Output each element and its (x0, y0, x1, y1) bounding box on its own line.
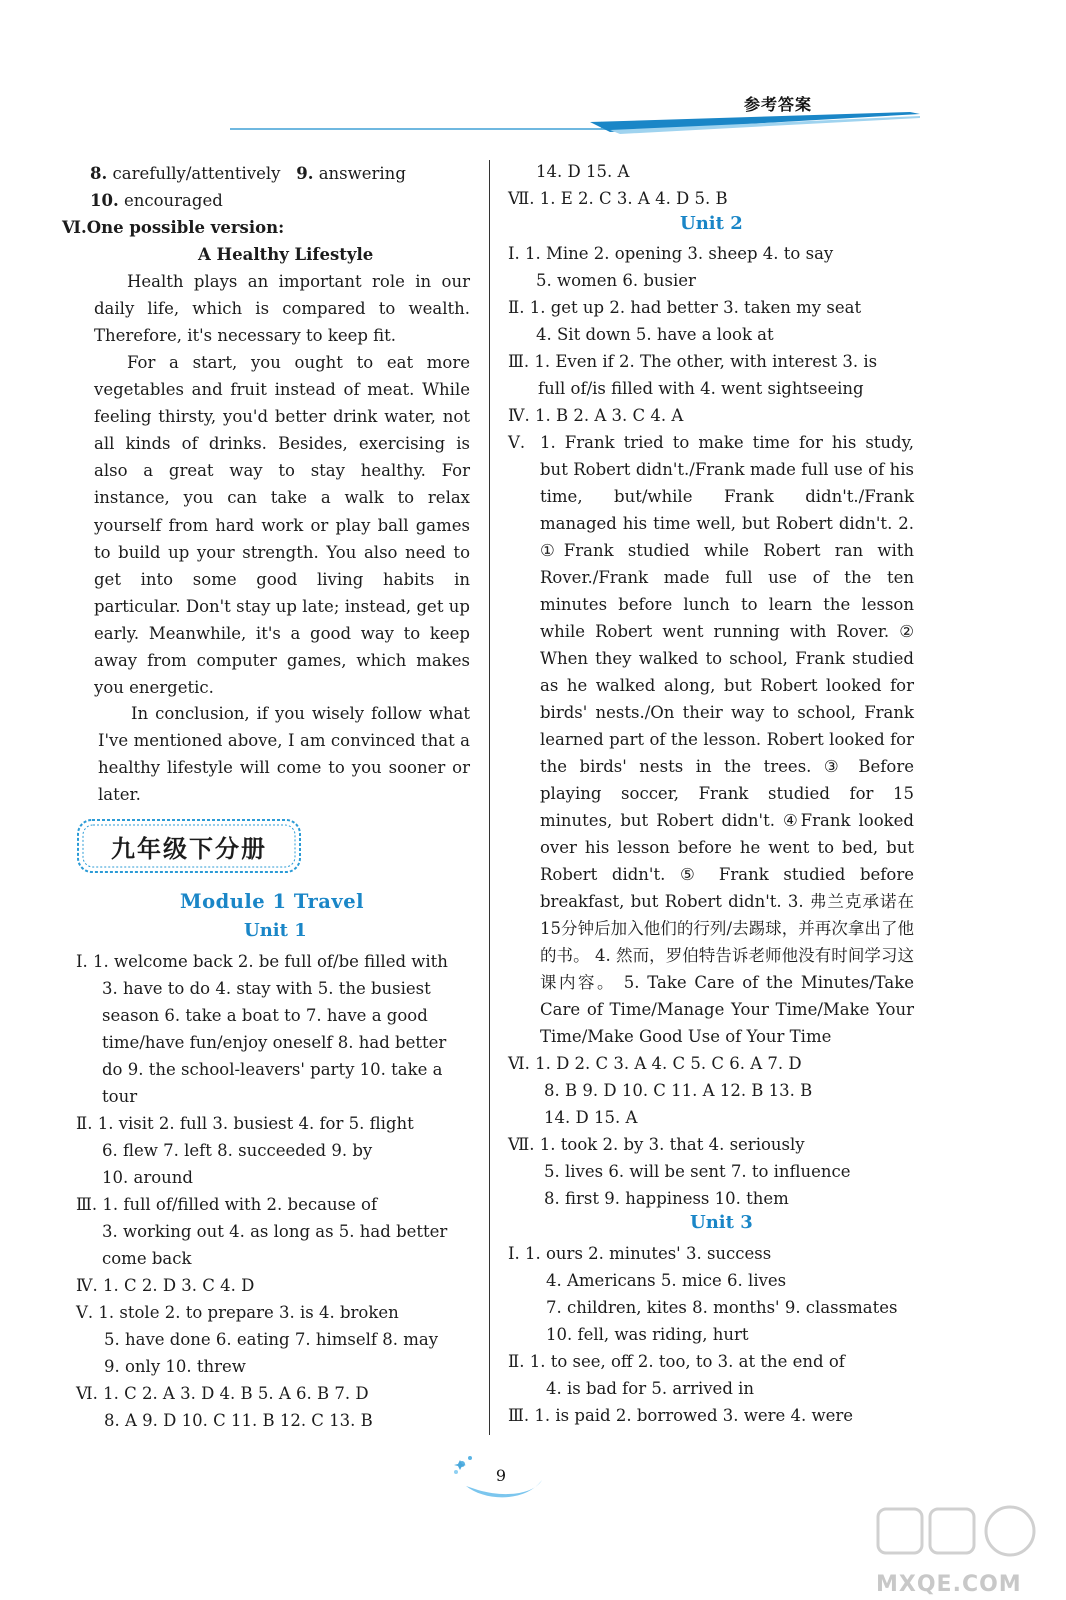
unit-title: Unit 2 (680, 213, 743, 234)
answer-line: 8. carefully/attentively 9. answering (90, 164, 406, 183)
answer-paragraph: 1. Frank tried to make time for his study, but Robert didn't./Frank made full use of his time, but/while Frank didn't./Frank managed his time well, but Robert didn't. 2. ①Frank studied while Robert ran with Rover./Frank made full use of the ten minutes before lunch to learn the lesson while Robert went running with Rover. ② When they walked to school, Frank studied as he walked along, but Robert looked for birds' nests./On their way to school, Frank learned part of the lesson. Robert looked for the birds' nests in the trees. ③ Before playing soccer, Frank studied for 15 minutes, but Robert didn't. ④Frank looked over his lesson before he went to bed, but Robert didn't. ⑤ Frank studied before breakfast, but Robert didn't. 3. 弗兰克承诺在15分钟后加入他们的行列/去踢球，并再次拿出了他的书。 4. 然而，罗伯特告诉老师他没有时间学习这课内容。 5. Take Care of the Minutes/Take Care of Time/Manage Your Time/Make Your Time/Make Good Use of Your Time (540, 433, 914, 1046)
answer-line: Ⅵ. 1. D 2. C 3. A 4. C 5. C 6. A 7. D (508, 1054, 802, 1073)
page-number: 9 (495, 1465, 507, 1485)
answer-line: 4. Sit down 5. have a look at (536, 325, 774, 344)
answer-line: 3. working out 4. as long as 5. had better (102, 1222, 448, 1241)
answer-line: Ⅰ. 1. Mine 2. opening 3. sheep 4. to say (508, 244, 834, 263)
module-title: Module 1 Travel (180, 890, 365, 913)
answer-line: 10. encouraged (90, 191, 223, 210)
header-decoration (230, 108, 920, 136)
essay-paragraph-1: Health plays an important role in our daily life, which is compared to wealth. Therefore, it's necessary to keep fit. (94, 272, 470, 346)
answer-line: time/have fun/enjoy oneself 8. had better (102, 1033, 447, 1052)
unit-title: Unit 3 (690, 1212, 753, 1233)
answer-line: do 9. the school-leavers' party 10. take a (102, 1060, 443, 1079)
answer-line: Ⅱ. 1. to see, off 2. too, to 3. at the end of (508, 1352, 845, 1371)
answer-line: Ⅵ. 1. C 2. A 3. D 4. B 5. A 6. B 7. D (76, 1384, 369, 1403)
answer-line: 5. have done 6. eating 7. himself 8. may (104, 1330, 439, 1349)
watermark-text: MXQE.COM (876, 1572, 1022, 1597)
answer-line: 8. B 9. D 10. C 11. A 12. B 13. B (544, 1081, 813, 1100)
answer-line: 8. A 9. D 10. C 11. B 12. C 13. B (104, 1411, 373, 1430)
answer-line: season 6. take a boat to 7. have a good (102, 1006, 428, 1025)
svg-text:>>>>: >>>> (600, 118, 641, 132)
answer-line: Ⅲ. 1. full of/filled with 2. because of (76, 1195, 378, 1214)
volume-banner (76, 818, 302, 874)
essay-paragraph-3: In conclusion, if you wisely follow what I've mentioned above, I am convinced that a healthy lifestyle will come to you sooner or later. (98, 704, 470, 805)
answer-line: Ⅱ. 1. get up 2. had better 3. taken my seat (508, 298, 862, 317)
answer-line: come back (102, 1249, 192, 1268)
unit-title: Unit 1 (244, 920, 307, 941)
answer-line: 14. D 15. A (544, 1108, 638, 1127)
answer-line: 4. is bad for 5. arrived in (546, 1379, 755, 1398)
answer-line: 9. only 10. threw (104, 1357, 246, 1376)
answer-line: 14. D 15. A (536, 162, 630, 181)
answer-line: 4. Americans 5. mice 6. lives (546, 1271, 787, 1290)
answer-line: 5. women 6. busier (536, 271, 696, 290)
answer-line: Ⅰ. 1. ours 2. minutes' 3. success (508, 1244, 772, 1263)
column-divider (489, 160, 490, 1435)
answer-line: full of/is filled with 4. went sightseeing (538, 379, 864, 398)
answer-line: 5. lives 6. will be sent 7. to influence (544, 1162, 851, 1181)
answer-line: 10. fell, was riding, hurt (546, 1325, 749, 1344)
answer-line: 6. flew 7. left 8. succeeded 9. by (102, 1141, 373, 1160)
answer-line: Ⅱ. 1. visit 2. full 3. busiest 4. for 5. flight (76, 1114, 414, 1133)
answer-line: Ⅲ. 1. Even if 2. The other, with interest 3. is (508, 352, 878, 371)
section-label: Ⅴ. (508, 433, 526, 452)
answer-line: Ⅶ. 1. E 2. C 3. A 4. D 5. B (508, 189, 728, 208)
section-heading: Ⅵ.One possible version: (62, 218, 285, 237)
answer-line: 3. have to do 4. stay with 5. the busiest (102, 979, 431, 998)
answer-line: 10. around (102, 1168, 193, 1187)
answer-line: 8. first 9. happiness 10. them (544, 1189, 789, 1208)
answer-line: Ⅲ. 1. is paid 2. borrowed 3. were 4. were (508, 1406, 854, 1425)
answer-line: 7. children, kites 8. months' 9. classmates (546, 1298, 898, 1317)
answer-line: Ⅴ. 1. stole 2. to prepare 3. is 4. broken (76, 1303, 399, 1322)
answer-line: Ⅶ. 1. took 2. by 3. that 4. seriously (508, 1135, 805, 1154)
essay-paragraph-2: For a start, you ought to eat more vegetables and fruit instead of meat. While feeling thirsty, you'd better drink water, not all kinds of drinks. Besides, exercising is also a great way to stay healthy. For instance, you can take a walk to relax yourself from hard work or play ball games to build up your strength. You also need to get into some good living habits in particular. Don't stay up late; instead, get up early. Meanwhile, it's a good way to keep away from computer games, which makes you energetic. (94, 353, 470, 698)
answer-line: Ⅰ. 1. welcome back 2. be full of/be filled with (76, 952, 448, 971)
answer-line: Ⅳ. 1. C 2. D 3. C 4. D (76, 1276, 255, 1295)
answer-line: Ⅳ. 1. B 2. A 3. C 4. A (508, 406, 684, 425)
answer-line: tour (102, 1087, 138, 1106)
header-title: 参考答案 (744, 95, 813, 114)
banner-label: 九年级下分册 (111, 834, 267, 863)
essay-title: A Healthy Lifestyle (198, 245, 374, 264)
